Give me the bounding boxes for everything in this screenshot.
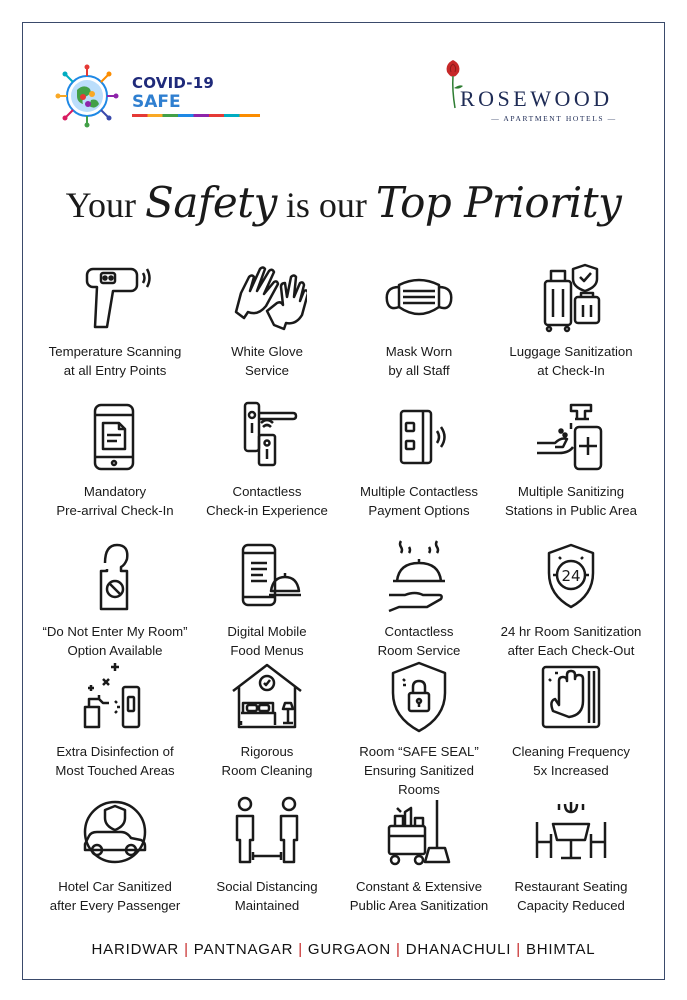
- feature-line2: Food Menus: [230, 643, 304, 658]
- svg-text:24: 24: [561, 567, 581, 585]
- feature-item: [344, 656, 494, 799]
- cloche-hand-icon: [379, 537, 459, 617]
- feature-line1: Digital Mobile: [227, 624, 307, 639]
- location-gurgaon: GURGAON: [307, 941, 392, 958]
- feature-item: [496, 396, 646, 520]
- feature-line1: Mask Worn: [385, 344, 453, 359]
- shield-lock-icon: [379, 657, 459, 737]
- feature-line2: 5x Increased: [533, 763, 609, 778]
- locations-bar: [0, 941, 687, 958]
- location-bhimtal: BHIMTAL: [525, 941, 596, 958]
- phone-doc-icon: [75, 397, 155, 477]
- feature-line2: Maintained: [234, 898, 300, 913]
- feature-line1: Mandatory: [83, 484, 147, 499]
- feature-line1: Extra Disinfection of: [56, 744, 174, 759]
- sanitizer-icon: [531, 397, 611, 477]
- mobile-menu-icon: [227, 537, 307, 617]
- distance-people-icon: [227, 792, 307, 872]
- feature-line1: Room “SAFE SEAL”: [359, 744, 479, 759]
- feature-line1: Contactless: [384, 624, 454, 639]
- cleaning-cart-icon: [379, 792, 459, 872]
- separator: |: [516, 941, 521, 958]
- feature-line2: Public Area Sanitization: [349, 898, 489, 913]
- feature-line1: Constant & Extensive: [355, 879, 483, 894]
- separator: |: [396, 941, 401, 958]
- covid-title: COVID-19: [132, 74, 214, 92]
- feature-line2: at Check-In: [537, 363, 605, 378]
- feature-item: [192, 396, 342, 520]
- feature-item: [344, 536, 494, 660]
- feature-line2: Check-in Experience: [206, 503, 328, 518]
- feature-line1: Cleaning Frequency: [511, 744, 631, 759]
- feature-line2: Most Touched Areas: [55, 763, 175, 778]
- virus-globe-icon: [55, 64, 119, 128]
- feature-line1: Temperature Scanning: [48, 344, 182, 359]
- location-dhanachuli: DHANACHULI: [405, 941, 512, 958]
- covid-safe-logo: [55, 64, 215, 128]
- feature-item: [496, 656, 646, 780]
- gloves-icon: [227, 257, 307, 337]
- car-shield-icon: [75, 792, 155, 872]
- feature-line2: Pre-arrival Check-In: [56, 503, 174, 518]
- feature-line2: after Each Check-Out: [507, 643, 635, 658]
- spray-switch-icon: [75, 657, 155, 737]
- separator: |: [184, 941, 189, 958]
- feature-line1: Rigorous: [240, 744, 294, 759]
- feature-item: [40, 396, 190, 520]
- feature-item: [192, 256, 342, 380]
- feature-item: [192, 536, 342, 660]
- location-pantnagar: PANTNAGAR: [193, 941, 294, 958]
- feature-line1: 24 hr Room Sanitization: [500, 624, 642, 639]
- feature-item: [192, 791, 342, 915]
- feature-line1: Restaurant Seating: [514, 879, 628, 894]
- feature-item: [40, 791, 190, 915]
- location-haridwar: HARIDWAR: [91, 941, 180, 958]
- feature-item: [496, 791, 646, 915]
- feature-line1: “Do Not Enter My Room”: [42, 624, 188, 639]
- thermometer-icon: [75, 257, 155, 337]
- feature-line2: Room Service: [377, 643, 461, 658]
- feature-item: [40, 256, 190, 380]
- door-hanger-icon: [75, 537, 155, 617]
- feature-line2: Service: [245, 363, 289, 378]
- headline: [0, 178, 687, 227]
- contactless-card-icon: [379, 397, 459, 477]
- house-bed-icon: [227, 657, 307, 737]
- dining-table-icon: [531, 792, 611, 872]
- feature-line2: after Every Passenger: [49, 898, 181, 913]
- headline-script1: Safety: [145, 178, 277, 227]
- feature-item: [344, 791, 494, 915]
- 24hr-shield-icon: [531, 537, 611, 617]
- feature-item: [192, 656, 342, 780]
- feature-item: [40, 656, 190, 780]
- brand-tagline: — APARTMENT HOTELS —: [491, 114, 617, 123]
- rosewood-logo: [440, 58, 640, 128]
- feature-line2: at all Entry Points: [63, 363, 167, 378]
- feature-item: [344, 396, 494, 520]
- feature-line2: Capacity Reduced: [517, 898, 625, 913]
- feature-line1: Hotel Car Sanitized: [58, 879, 172, 894]
- feature-item: [496, 536, 646, 660]
- covid-subtitle: SAFE: [132, 92, 181, 112]
- luggage-icon: [531, 257, 611, 337]
- feature-line2: by all Staff: [388, 363, 450, 378]
- color-stripe: [132, 114, 260, 117]
- feature-line1: White Glove: [231, 344, 303, 359]
- headline-script2: Top Priority: [375, 178, 622, 227]
- separator: |: [298, 941, 303, 958]
- feature-line1: Luggage Sanitization: [509, 344, 633, 359]
- feature-line1: Multiple Contactless: [359, 484, 478, 499]
- mask-icon: [379, 257, 459, 337]
- keycard-door-icon: [227, 397, 307, 477]
- feature-item: [496, 256, 646, 380]
- wipe-hand-icon: [531, 657, 611, 737]
- headline-part1: Your: [65, 185, 137, 225]
- feature-line1: Social Distancing: [216, 879, 318, 894]
- feature-line1: Contactless: [232, 484, 302, 499]
- feature-line2: Ensuring Sanitized Rooms: [364, 763, 474, 797]
- feature-line2: Payment Options: [368, 503, 470, 518]
- feature-item: [40, 536, 190, 660]
- feature-line2: Option Available: [67, 643, 163, 658]
- feature-item: [344, 256, 494, 380]
- brand-name: ROSEWOOD: [460, 86, 613, 111]
- headline-part2: is our: [285, 185, 367, 225]
- feature-line2: Stations in Public Area: [505, 503, 637, 518]
- feature-line1: Multiple Sanitizing: [517, 484, 625, 499]
- feature-line2: Room Cleaning: [221, 763, 313, 778]
